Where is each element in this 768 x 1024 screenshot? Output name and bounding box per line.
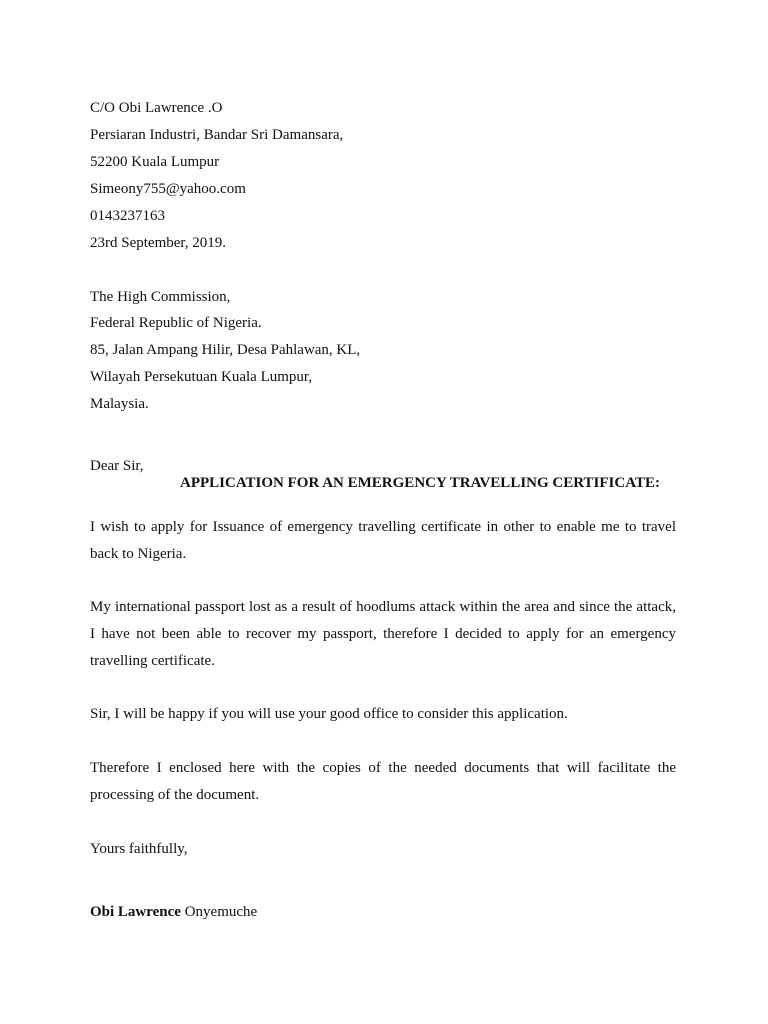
sender-phone: 0143237163: [90, 208, 165, 224]
salutation: Dear Sir,: [90, 458, 144, 474]
body-paragraph-4: Therefore I enclosed here with the copies of the needed documents that will facilitate the processing of the document.: [90, 760, 676, 803]
body-paragraph-2: My international passport lost as a result of hoodlums attack within the area and since the attack, I have not been able to recover my passport, therefore I decided to apply for an emergency travelling certificate.: [90, 599, 676, 669]
sender-email: Simeony755@yahoo.com: [90, 181, 246, 197]
recipient-line4: Wilayah Persekutuan Kuala Lumpur,: [90, 369, 313, 385]
sender-care-of: C/O Obi Lawrence .O: [90, 100, 223, 116]
letter-date: 23rd September, 2019.: [90, 235, 227, 251]
sender-address-line2: 52200 Kuala Lumpur: [90, 154, 220, 170]
subject-heading: APPLICATION FOR AN EMERGENCY TRAVELLING CERTIFICATE:: [180, 475, 660, 491]
recipient-line2: Federal Republic of Nigeria.: [90, 315, 262, 331]
signature: [90, 902, 257, 922]
sender-address-line1: Persiaran Industri, Bandar Sri Damansara,: [90, 127, 344, 143]
recipient-line1: The High Commission,: [90, 289, 231, 305]
signature-bold-name: Obi Lawrence: [90, 904, 181, 920]
closing: Yours faithfully,: [90, 841, 188, 857]
body-paragraph-1: I wish to apply for Issuance of emergency travelling certificate in other to enable me to travel back to Nigeria.: [90, 519, 676, 562]
signature-surname: Onyemuche: [180, 904, 258, 920]
recipient-line3: 85, Jalan Ampang Hilir, Desa Pahlawan, KL,: [90, 342, 361, 358]
body-paragraph-3: Sir, I will be happy if you will use your good office to consider this application.: [90, 706, 568, 722]
recipient-line5: Malaysia.: [90, 396, 149, 412]
